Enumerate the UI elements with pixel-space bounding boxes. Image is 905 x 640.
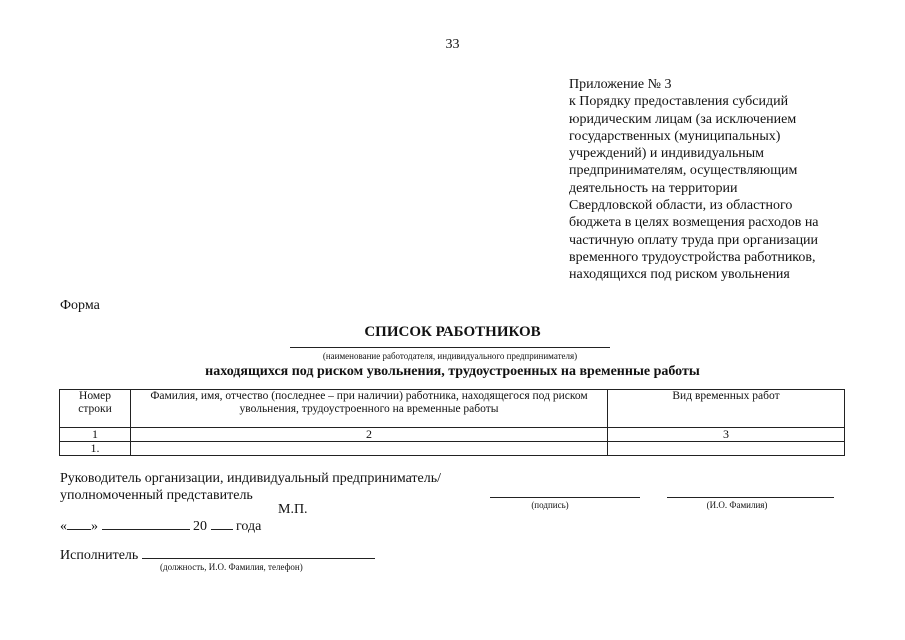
date-month-field[interactable] [102, 517, 190, 530]
column-index: 3 [608, 428, 845, 442]
appendix-line: бюджета в целях возмещения расходов на [569, 215, 819, 231]
date-open-quote: « [60, 519, 67, 534]
employer-name-field[interactable] [290, 347, 610, 348]
appendix-line: предпринимателям, осуществляющим [569, 163, 798, 179]
appendix-line: юридическим лицам (за исключением [569, 111, 797, 127]
appendix-line: частичную оплату труда при организации [569, 232, 819, 248]
appendix-line: Приложение № 3 [569, 77, 672, 92]
appendix-block [569, 76, 869, 284]
employer-caption: (наименование работодателя, индивидуального предпринимателя) [322, 351, 578, 361]
executor-field[interactable] [142, 546, 375, 559]
header-full-name: Фамилия, имя, отчество (последнее – при наличии) работника, находящегося под риском увольнения, трудоустроенного на временные работы [131, 390, 608, 428]
table-row [60, 442, 845, 456]
document-title: СПИСОК РАБОТНИКОВ [364, 324, 541, 340]
date-day-field[interactable] [67, 517, 91, 530]
date-year-suffix: года [236, 519, 262, 534]
form-label: Форма [60, 298, 100, 313]
signature-field[interactable] [490, 497, 640, 498]
signer-name-caption: (И.О. Фамилия) [706, 500, 768, 510]
executor-label: Исполнитель [60, 548, 139, 563]
row-number-cell: 1. [60, 442, 131, 456]
document-subtitle: находящихся под риском увольнения, трудоустроенных на временные работы [205, 364, 700, 379]
head-signature-label [60, 470, 441, 504]
head-line: уполномоченный представитель [60, 488, 253, 503]
date-year-field[interactable] [211, 517, 233, 530]
date-line [60, 517, 261, 535]
table-index-row [60, 428, 845, 442]
appendix-line: деятельность на территории [569, 180, 738, 196]
appendix-line: Свердловской области, из областного [569, 198, 793, 214]
table-header-row [60, 390, 845, 428]
head-line: Руководитель организации, индивидуальный предприниматель/ [60, 471, 442, 486]
work-type-cell[interactable] [608, 442, 845, 456]
page-number: 33 [445, 37, 460, 52]
column-index: 1 [60, 428, 131, 442]
appendix-line: находящихся под риском увольнения [569, 267, 790, 283]
column-index: 2 [131, 428, 608, 442]
executor-caption: (должность, И.О. Фамилия, телефон) [160, 562, 303, 572]
stamp-place: М.П. [278, 502, 308, 517]
signer-name-field[interactable] [667, 497, 834, 498]
appendix-line: учреждений) и индивидуальным [569, 146, 765, 162]
appendix-line: к Порядку предоставления субсидий [569, 94, 789, 110]
appendix-line: государственных (муниципальных) [569, 128, 781, 144]
full-name-cell[interactable] [131, 442, 608, 456]
date-close-quote: » [91, 519, 98, 534]
signature-caption: (подпись) [531, 500, 569, 510]
header-row-number: Номер строки [60, 390, 131, 428]
workers-table [59, 389, 845, 456]
date-year-prefix: 20 [193, 519, 207, 534]
header-work-type: Вид временных работ [608, 390, 845, 428]
appendix-line: временного трудоустройства работников, [569, 249, 816, 265]
